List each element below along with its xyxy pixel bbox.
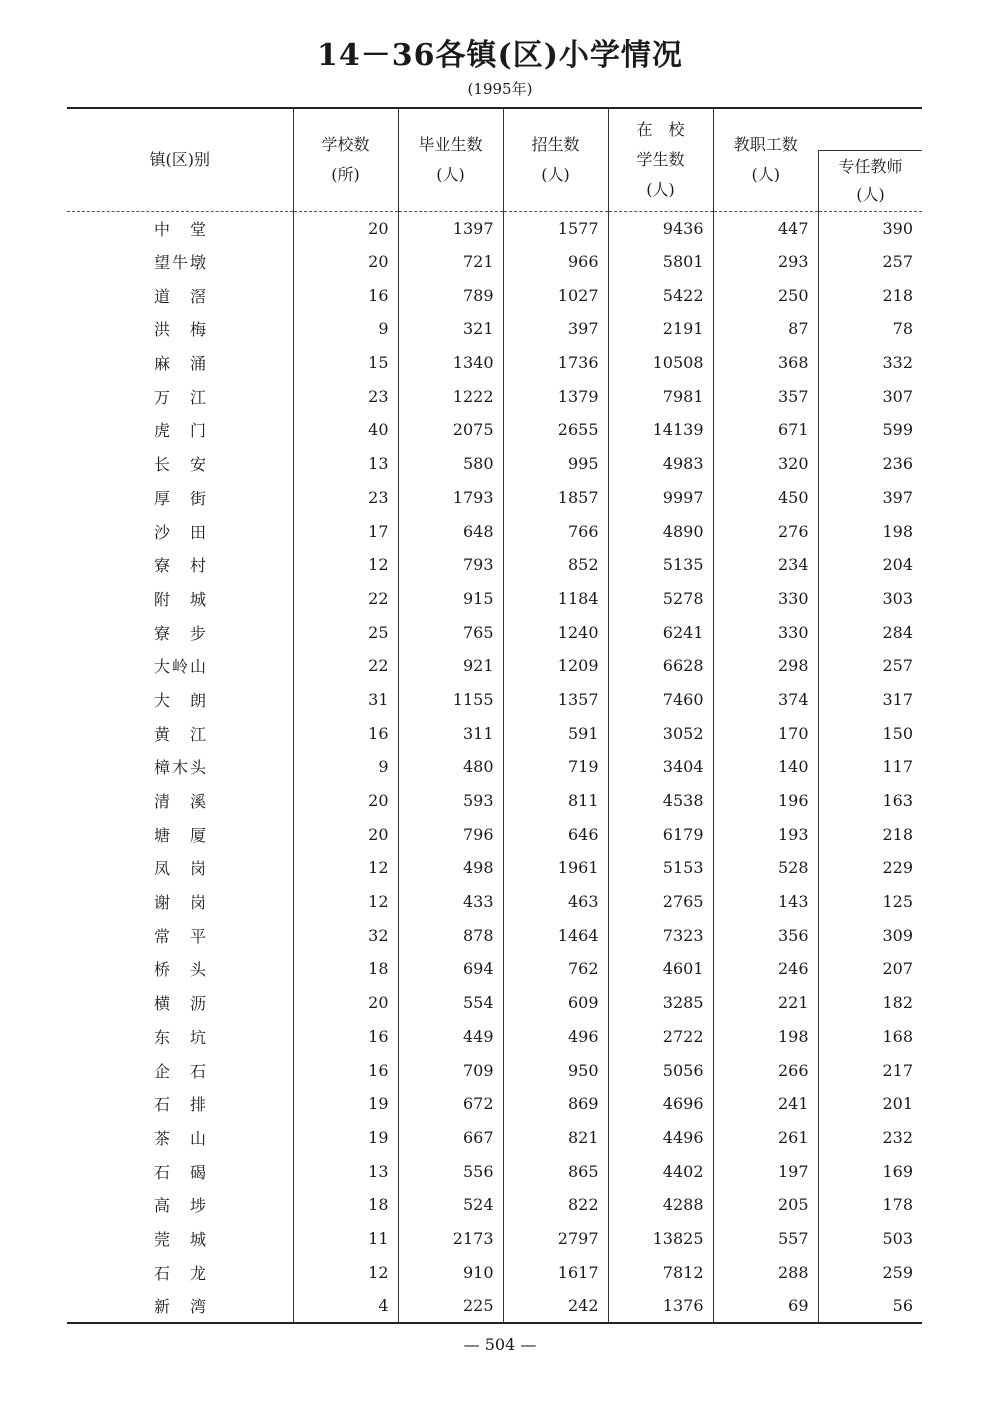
- cell-schools: 20: [293, 784, 398, 818]
- cell-students: 3285: [608, 986, 713, 1020]
- cell-students: 2191: [608, 312, 713, 346]
- cell-schools: 15: [293, 346, 398, 380]
- cell-students: 4601: [608, 952, 713, 986]
- cell-students: 2722: [608, 1020, 713, 1054]
- cell-staff: 671: [713, 413, 818, 447]
- cell-staff: 276: [713, 514, 818, 548]
- cell-schools: 16: [293, 278, 398, 312]
- cell-staff: 87: [713, 312, 818, 346]
- cell-schools: 13: [293, 1154, 398, 1188]
- table-body: [67, 211, 922, 1323]
- cell-graduates: 921: [398, 649, 503, 683]
- table-row: [67, 817, 922, 851]
- cell-teachers: 163: [818, 784, 922, 818]
- cell-teachers: 397: [818, 481, 922, 515]
- cell-town: 莞 城: [154, 1229, 206, 1249]
- cell-graduates: 694: [398, 952, 503, 986]
- cell-schools: 12: [293, 885, 398, 919]
- cell-town: 清 溪: [154, 792, 206, 812]
- table-row: [67, 952, 922, 986]
- cell-schools: 13: [293, 447, 398, 481]
- cell-schools: 40: [293, 413, 398, 447]
- cell-staff: 447: [713, 211, 818, 245]
- cell-teachers: 317: [818, 683, 922, 717]
- cell-teachers: 284: [818, 615, 922, 649]
- cell-town: 石 碣: [154, 1162, 206, 1182]
- cell-staff: 298: [713, 649, 818, 683]
- cell-teachers: 236: [818, 447, 922, 481]
- cell-town: 东 坑: [154, 1027, 206, 1047]
- cell-enrolled: 609: [503, 986, 608, 1020]
- cell-staff: 356: [713, 918, 818, 952]
- cell-town: 新 湾: [154, 1296, 206, 1316]
- table-row: [67, 1121, 922, 1155]
- cell-enrolled: 1577: [503, 211, 608, 245]
- cell-teachers: 201: [818, 1087, 922, 1121]
- cell-staff: 69: [713, 1289, 818, 1323]
- cell-students: 3404: [608, 750, 713, 784]
- cell-staff: 246: [713, 952, 818, 986]
- cell-schools: 25: [293, 615, 398, 649]
- cell-graduates: 1340: [398, 346, 503, 380]
- table-row: [67, 716, 922, 750]
- cell-enrolled: 766: [503, 514, 608, 548]
- cell-enrolled: 811: [503, 784, 608, 818]
- cell-schools: 20: [293, 211, 398, 245]
- cell-enrolled: 762: [503, 952, 608, 986]
- table-row: [67, 649, 922, 683]
- cell-staff: 330: [713, 615, 818, 649]
- cell-town: 企 石: [154, 1061, 206, 1081]
- cell-graduates: 556: [398, 1154, 503, 1188]
- cell-schools: 23: [293, 481, 398, 515]
- cell-schools: 18: [293, 952, 398, 986]
- cell-town: 大岭山: [154, 657, 206, 677]
- cell-town: 道 滘: [154, 286, 206, 306]
- cell-town: 石 排: [154, 1095, 206, 1115]
- cell-enrolled: 852: [503, 548, 608, 582]
- cell-graduates: 524: [398, 1188, 503, 1222]
- cell-students: 5135: [608, 548, 713, 582]
- cell-graduates: 648: [398, 514, 503, 548]
- cell-enrolled: 995: [503, 447, 608, 481]
- cell-students: 7460: [608, 683, 713, 717]
- cell-graduates: 311: [398, 716, 503, 750]
- cell-teachers: 218: [818, 817, 922, 851]
- cell-graduates: 225: [398, 1289, 503, 1323]
- cell-town: 石 龙: [154, 1263, 206, 1283]
- cell-students: 7981: [608, 379, 713, 413]
- table-row: [67, 986, 922, 1020]
- cell-students: 1376: [608, 1289, 713, 1323]
- cell-teachers: 207: [818, 952, 922, 986]
- cell-teachers: 257: [818, 245, 922, 279]
- table-row: [67, 1154, 922, 1188]
- cell-graduates: 667: [398, 1121, 503, 1155]
- cell-schools: 32: [293, 918, 398, 952]
- cell-students: 6628: [608, 649, 713, 683]
- cell-schools: 20: [293, 817, 398, 851]
- cell-staff: 198: [713, 1020, 818, 1054]
- cell-enrolled: 865: [503, 1154, 608, 1188]
- cell-students: 2765: [608, 885, 713, 919]
- cell-staff: 170: [713, 716, 818, 750]
- table-row: [67, 312, 922, 346]
- cell-schools: 19: [293, 1121, 398, 1155]
- cell-staff: 450: [713, 481, 818, 515]
- cell-teachers: 169: [818, 1154, 922, 1188]
- cell-town: 万 江: [154, 387, 206, 407]
- cell-teachers: 150: [818, 716, 922, 750]
- cell-graduates: 709: [398, 1053, 503, 1087]
- cell-schools: 16: [293, 716, 398, 750]
- cell-graduates: 793: [398, 548, 503, 582]
- table-row: [67, 885, 922, 919]
- table-row: [67, 851, 922, 885]
- cell-graduates: 480: [398, 750, 503, 784]
- cell-staff: 241: [713, 1087, 818, 1121]
- cell-town: 寮 步: [154, 623, 206, 643]
- header-schools: 学校数 (所): [293, 108, 398, 211]
- table-row: [67, 582, 922, 616]
- cell-schools: 12: [293, 548, 398, 582]
- cell-teachers: 56: [818, 1289, 922, 1323]
- cell-town: 厚 街: [154, 488, 206, 508]
- cell-students: 5153: [608, 851, 713, 885]
- cell-town: 麻 涌: [154, 354, 206, 374]
- table-row: [67, 1188, 922, 1222]
- table-row: [67, 447, 922, 481]
- cell-graduates: 2075: [398, 413, 503, 447]
- cell-students: 5801: [608, 245, 713, 279]
- cell-graduates: 498: [398, 851, 503, 885]
- cell-students: 4696: [608, 1087, 713, 1121]
- table-row: [67, 514, 922, 548]
- cell-enrolled: 591: [503, 716, 608, 750]
- cell-enrolled: 2797: [503, 1222, 608, 1256]
- cell-graduates: 554: [398, 986, 503, 1020]
- cell-teachers: 182: [818, 986, 922, 1020]
- cell-schools: 9: [293, 312, 398, 346]
- cell-teachers: 198: [818, 514, 922, 548]
- table-row: [67, 1222, 922, 1256]
- cell-staff: 193: [713, 817, 818, 851]
- cell-schools: 18: [293, 1188, 398, 1222]
- cell-schools: 12: [293, 1255, 398, 1289]
- cell-teachers: 309: [818, 918, 922, 952]
- header-enrolled: 招生数 (人): [503, 108, 608, 211]
- cell-schools: 22: [293, 582, 398, 616]
- cell-enrolled: 950: [503, 1053, 608, 1087]
- cell-enrolled: 463: [503, 885, 608, 919]
- cell-graduates: 321: [398, 312, 503, 346]
- cell-staff: 143: [713, 885, 818, 919]
- cell-students: 4890: [608, 514, 713, 548]
- cell-graduates: 449: [398, 1020, 503, 1054]
- header-staff: 教职工数 (人): [713, 108, 818, 211]
- cell-schools: 16: [293, 1053, 398, 1087]
- cell-town: 常 平: [154, 926, 206, 946]
- cell-enrolled: 646: [503, 817, 608, 851]
- cell-teachers: 125: [818, 885, 922, 919]
- cell-enrolled: 496: [503, 1020, 608, 1054]
- cell-graduates: 2173: [398, 1222, 503, 1256]
- cell-graduates: 765: [398, 615, 503, 649]
- cell-enrolled: 822: [503, 1188, 608, 1222]
- cell-students: 4402: [608, 1154, 713, 1188]
- cell-graduates: 593: [398, 784, 503, 818]
- cell-graduates: 1155: [398, 683, 503, 717]
- cell-town: 黄 江: [154, 724, 206, 744]
- cell-town: 沙 田: [154, 522, 206, 542]
- cell-town: 凤 岗: [154, 859, 206, 879]
- cell-town: 横 沥: [154, 994, 206, 1014]
- table-row: [67, 413, 922, 447]
- cell-graduates: 1397: [398, 211, 503, 245]
- page-number: — 504 —: [463, 1335, 537, 1354]
- table-row: [67, 245, 922, 279]
- cell-enrolled: 1357: [503, 683, 608, 717]
- cell-graduates: 878: [398, 918, 503, 952]
- cell-graduates: 796: [398, 817, 503, 851]
- cell-staff: 250: [713, 278, 818, 312]
- cell-students: 10508: [608, 346, 713, 380]
- cell-town: 樟木头: [154, 758, 206, 778]
- cell-enrolled: 1184: [503, 582, 608, 616]
- cell-enrolled: 397: [503, 312, 608, 346]
- cell-staff: 374: [713, 683, 818, 717]
- cell-students: 9997: [608, 481, 713, 515]
- cell-town: 高 埗: [154, 1196, 206, 1216]
- cell-enrolled: 1617: [503, 1255, 608, 1289]
- table-row: [67, 784, 922, 818]
- cell-town: 塘 厦: [154, 825, 206, 845]
- cell-enrolled: 1464: [503, 918, 608, 952]
- cell-staff: 320: [713, 447, 818, 481]
- table-row: [67, 1087, 922, 1121]
- page-title: 14－36各镇(区)小学情况: [317, 38, 683, 73]
- cell-graduates: 433: [398, 885, 503, 919]
- cell-students: 3052: [608, 716, 713, 750]
- cell-teachers: 259: [818, 1255, 922, 1289]
- cell-students: 13825: [608, 1222, 713, 1256]
- cell-students: 7812: [608, 1255, 713, 1289]
- cell-students: 4983: [608, 447, 713, 481]
- cell-schools: 19: [293, 1087, 398, 1121]
- cell-town: 茶 山: [154, 1128, 206, 1148]
- cell-graduates: 721: [398, 245, 503, 279]
- cell-schools: 17: [293, 514, 398, 548]
- cell-town: 洪 梅: [154, 320, 206, 340]
- cell-schools: 4: [293, 1289, 398, 1323]
- cell-enrolled: 1857: [503, 481, 608, 515]
- table-header: [67, 108, 922, 211]
- cell-teachers: 117: [818, 750, 922, 784]
- cell-teachers: 204: [818, 548, 922, 582]
- table-row: [67, 346, 922, 380]
- table-row: [67, 1053, 922, 1087]
- cell-students: 4538: [608, 784, 713, 818]
- cell-teachers: 168: [818, 1020, 922, 1054]
- cell-town: 中 堂: [154, 219, 206, 239]
- cell-town: 望牛墩: [154, 253, 206, 273]
- cell-enrolled: 242: [503, 1289, 608, 1323]
- cell-teachers: 303: [818, 582, 922, 616]
- cell-students: 14139: [608, 413, 713, 447]
- header-teachers: [818, 108, 922, 211]
- cell-students: 4288: [608, 1188, 713, 1222]
- cell-teachers: 232: [818, 1121, 922, 1155]
- cell-town: 大 朗: [154, 690, 206, 710]
- cell-students: 9436: [608, 211, 713, 245]
- cell-teachers: 178: [818, 1188, 922, 1222]
- cell-teachers: 599: [818, 413, 922, 447]
- cell-enrolled: 1961: [503, 851, 608, 885]
- table-row: [67, 918, 922, 952]
- cell-staff: 357: [713, 379, 818, 413]
- cell-students: 5056: [608, 1053, 713, 1087]
- cell-students: 7323: [608, 918, 713, 952]
- cell-teachers: 307: [818, 379, 922, 413]
- cell-enrolled: 1379: [503, 379, 608, 413]
- cell-teachers: 257: [818, 649, 922, 683]
- cell-schools: 20: [293, 986, 398, 1020]
- cell-staff: 234: [713, 548, 818, 582]
- cell-enrolled: 821: [503, 1121, 608, 1155]
- header-teachers-box: 专任教师 (人): [818, 150, 922, 211]
- cell-staff: 266: [713, 1053, 818, 1087]
- cell-teachers: 78: [818, 312, 922, 346]
- cell-staff: 261: [713, 1121, 818, 1155]
- cell-enrolled: 719: [503, 750, 608, 784]
- cell-graduates: 1222: [398, 379, 503, 413]
- cell-teachers: 390: [818, 211, 922, 245]
- cell-graduates: 672: [398, 1087, 503, 1121]
- cell-schools: 20: [293, 245, 398, 279]
- table-row: [67, 1255, 922, 1289]
- cell-staff: 557: [713, 1222, 818, 1256]
- cell-graduates: 915: [398, 582, 503, 616]
- cell-staff: 528: [713, 851, 818, 885]
- cell-graduates: 1793: [398, 481, 503, 515]
- cell-staff: 368: [713, 346, 818, 380]
- cell-enrolled: 1209: [503, 649, 608, 683]
- cell-schools: 23: [293, 379, 398, 413]
- cell-graduates: 580: [398, 447, 503, 481]
- cell-staff: 196: [713, 784, 818, 818]
- cell-town: 附 城: [154, 589, 206, 609]
- cell-staff: 205: [713, 1188, 818, 1222]
- cell-graduates: 789: [398, 278, 503, 312]
- table-row: [67, 379, 922, 413]
- cell-graduates: 910: [398, 1255, 503, 1289]
- header-town: 镇(区)别: [149, 149, 210, 169]
- cell-town: 谢 岗: [154, 893, 206, 913]
- statistics-table: [67, 107, 922, 1324]
- table-row: [67, 278, 922, 312]
- cell-teachers: 332: [818, 346, 922, 380]
- table-row: [67, 211, 922, 245]
- cell-schools: 9: [293, 750, 398, 784]
- cell-teachers: 503: [818, 1222, 922, 1256]
- cell-teachers: 229: [818, 851, 922, 885]
- table-row: [67, 481, 922, 515]
- cell-enrolled: 1027: [503, 278, 608, 312]
- cell-staff: 197: [713, 1154, 818, 1188]
- header-graduates: 毕业生数 (人): [398, 108, 503, 211]
- cell-students: 6179: [608, 817, 713, 851]
- cell-schools: 31: [293, 683, 398, 717]
- cell-schools: 16: [293, 1020, 398, 1054]
- cell-students: 6241: [608, 615, 713, 649]
- cell-town: 长 安: [154, 455, 206, 475]
- cell-staff: 221: [713, 986, 818, 1020]
- header-students: 在 校 学生数 (人): [608, 108, 713, 211]
- cell-town: 桥 头: [154, 960, 206, 980]
- table-row: [67, 548, 922, 582]
- cell-staff: 140: [713, 750, 818, 784]
- cell-students: 5278: [608, 582, 713, 616]
- cell-students: 4496: [608, 1121, 713, 1155]
- table-row: [67, 1289, 922, 1323]
- cell-teachers: 217: [818, 1053, 922, 1087]
- table-row: [67, 750, 922, 784]
- cell-schools: 11: [293, 1222, 398, 1256]
- cell-town: 寮 村: [154, 556, 206, 576]
- page-subtitle: (1995年): [467, 80, 533, 98]
- table-row: [67, 615, 922, 649]
- cell-schools: 12: [293, 851, 398, 885]
- cell-enrolled: 869: [503, 1087, 608, 1121]
- cell-teachers: 218: [818, 278, 922, 312]
- cell-enrolled: 1736: [503, 346, 608, 380]
- cell-students: 5422: [608, 278, 713, 312]
- cell-enrolled: 1240: [503, 615, 608, 649]
- cell-schools: 22: [293, 649, 398, 683]
- table-row: [67, 683, 922, 717]
- cell-enrolled: 966: [503, 245, 608, 279]
- cell-enrolled: 2655: [503, 413, 608, 447]
- cell-staff: 293: [713, 245, 818, 279]
- cell-staff: 330: [713, 582, 818, 616]
- cell-town: 虎 门: [154, 421, 206, 441]
- cell-staff: 288: [713, 1255, 818, 1289]
- table-row: [67, 1020, 922, 1054]
